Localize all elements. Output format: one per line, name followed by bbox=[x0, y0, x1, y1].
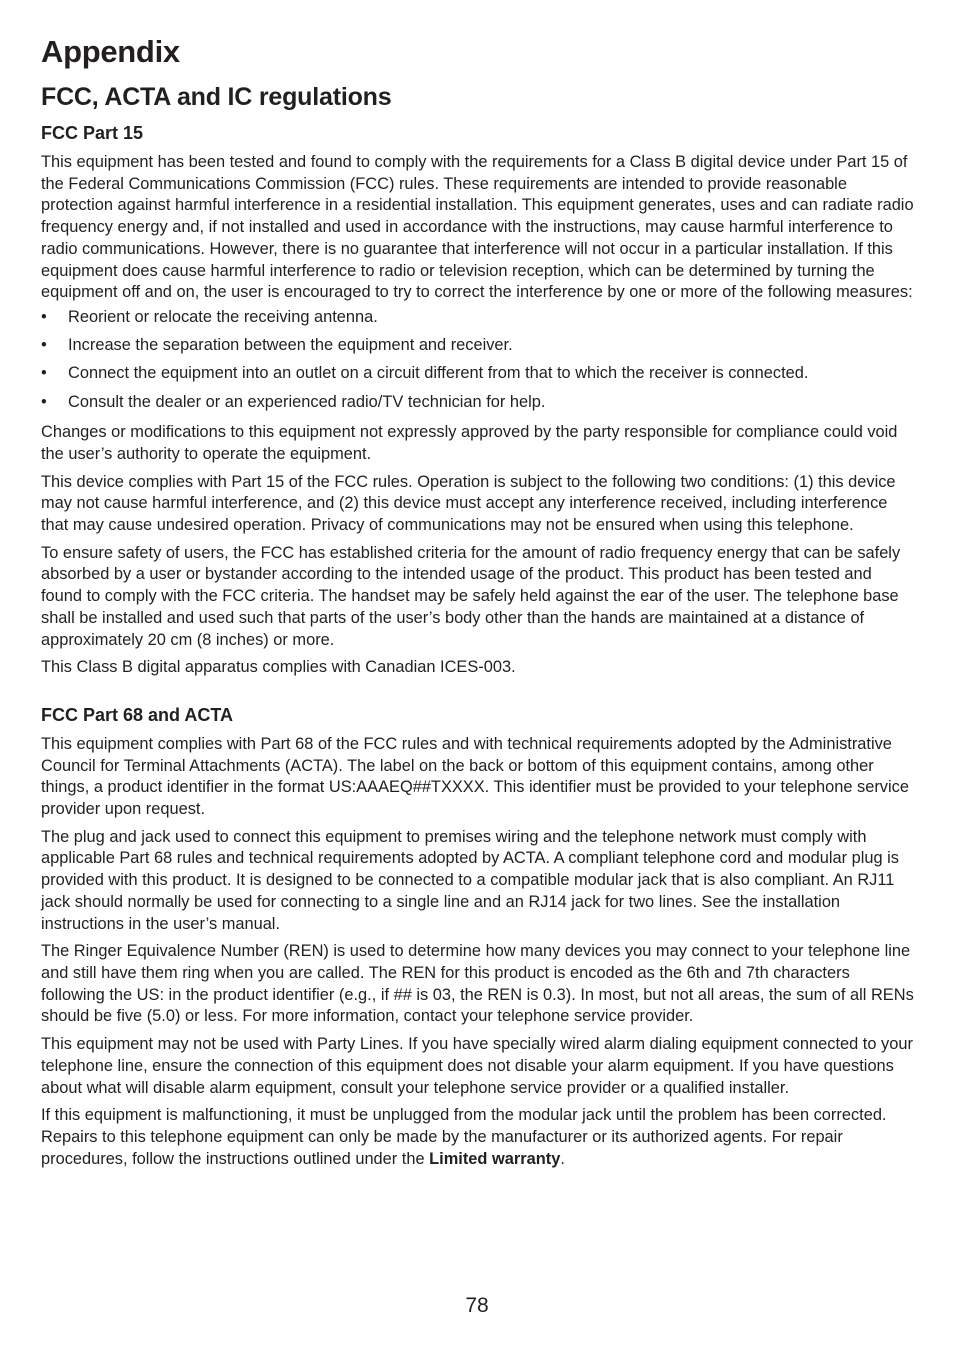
plug-jack-paragraph: The plug and jack used to connect this equipment to premises wiring and the telephone network must comply with applicable Part 68 rules and technical requirements adopted by ACTA. A compliant telephone cord and modular plug is provided with this product. It is designed to be connected to a compatible modular jack that is also compliant. An RJ11 jack should normally be used for connecting to a single line and an RJ14 jack for two lines. See the installation instructions in the user’s manual. bbox=[41, 827, 899, 933]
list-item-text: Connect the equipment into an outlet on a circuit different from that to which the receiver is connected. bbox=[68, 364, 809, 383]
bullet: • bbox=[41, 392, 47, 411]
party-lines-paragraph: This equipment may not be used with Party Lines. If you have specially wired alarm dialing equipment connected to your telephone line, ensure the connection of this equipment does not disable your alarm equipment. If you have questions about what will disable alarm equipment, consult your telephone service provider or a qualified installer. bbox=[41, 1035, 913, 1097]
page-title: Appendix bbox=[41, 34, 180, 69]
bullet: • bbox=[41, 336, 47, 355]
list-item-text: Consult the dealer or an experienced radio/TV technician for help. bbox=[68, 392, 546, 411]
ices-paragraph: This Class B digital apparatus complies with Canadian ICES-003. bbox=[41, 658, 516, 677]
fcc-part-15-heading: FCC Part 15 bbox=[41, 123, 144, 143]
fcc-part-68-heading: FCC Part 68 and ACTA bbox=[41, 704, 234, 725]
part-68-compliance-paragraph: This equipment complies with Part 68 of the FCC rules and with technical requirements adopted by the Administrative Council for Terminal Attachments (ACTA). The label on the back or bottom of this equipment contains, among other things, a product identifier in the format US:AAAEQ##TXXXX. This identifier must be provided to your telephone service provider upon request. bbox=[41, 734, 909, 819]
list-item bbox=[41, 392, 915, 414]
modifications-paragraph: Changes or modifications to this equipment not expressly approved by the party responsible for compliance could void the user’s authority to operate the equipment. bbox=[41, 423, 898, 463]
limited-warranty-reference: Limited warranty bbox=[429, 1149, 561, 1168]
list-item-text: Increase the separation between the equipment and receiver. bbox=[68, 336, 513, 355]
ren-paragraph: The Ringer Equivalence Number (REN) is used to determine how many devices you may connect to your telephone line and still have them ring when you are called. The REN for this product is encoded as the 6th and 7th characters following the US: in the product identifier (e.g., if ## is 03, the REN is 0.3). In most, but not all areas, the sum of all RENs should be five (5.0) or less. For more information, contact your telephone service provider. bbox=[41, 942, 914, 1026]
bullet: • bbox=[41, 307, 47, 326]
list-item bbox=[41, 335, 915, 357]
document-page bbox=[41, 30, 915, 1170]
rf-safety-paragraph: To ensure safety of users, the FCC has established criteria for the amount of radio frequency energy that can be safely absorbed by a user or bystander according to the intended usage of the product. This product has been tested and found to comply with the FCC criteria. The handset may be safely held against the ear of the user. The telephone base shall be installed and used such that parts of the user’s body other than the hands are maintained at a distance of approximately 20 cm (8 inches) or more. bbox=[41, 543, 901, 649]
section-title: FCC, ACTA and IC regulations bbox=[41, 83, 392, 111]
list-item bbox=[41, 363, 915, 385]
fcc-part-15-intro: This equipment has been tested and found to comply with the requirements for a Class B digital device under Part 15 of the Federal Communications Commission (FCC) rules. These requirements are intended to provide reasonable protection against harmful interference in a residential installation. This equipment generates, uses and can radiate radio frequency energy and, if not installed and used in accordance with the instructions, may cause harmful interference to radio communications. However, there is no guarantee that interference will not occur in a particular installation. If this equipment does cause harmful interference to radio or television reception, which can be determined by turning the equipment off and on, the user is encouraged to try to correct the interference by one or more of the following measures: bbox=[41, 153, 914, 302]
list-item bbox=[41, 307, 915, 329]
page-number: 78 bbox=[465, 1294, 489, 1317]
bullet: • bbox=[41, 364, 47, 383]
operation-conditions-paragraph: This device complies with Part 15 of the FCC rules. Operation is subject to the following two conditions: (1) this device may not cause harmful interference, and (2) this device must accept any interference received, including interference that may cause undesired operation. Privacy of communications may not be ensured when using this telephone. bbox=[41, 472, 896, 535]
interference-measures-list bbox=[41, 307, 915, 413]
malfunction-paragraph bbox=[41, 1105, 915, 1170]
malfunction-end: . bbox=[560, 1149, 565, 1168]
list-item-text: Reorient or relocate the receiving antenna. bbox=[68, 307, 378, 326]
malfunction-text: If this equipment is malfunctioning, it must be unplugged from the modular jack until the problem has been corrected. Repairs to this telephone equipment can only be made by the manufacturer or its authorized agents. For repair procedures, follow the instructions outlined under the bbox=[41, 1106, 887, 1168]
